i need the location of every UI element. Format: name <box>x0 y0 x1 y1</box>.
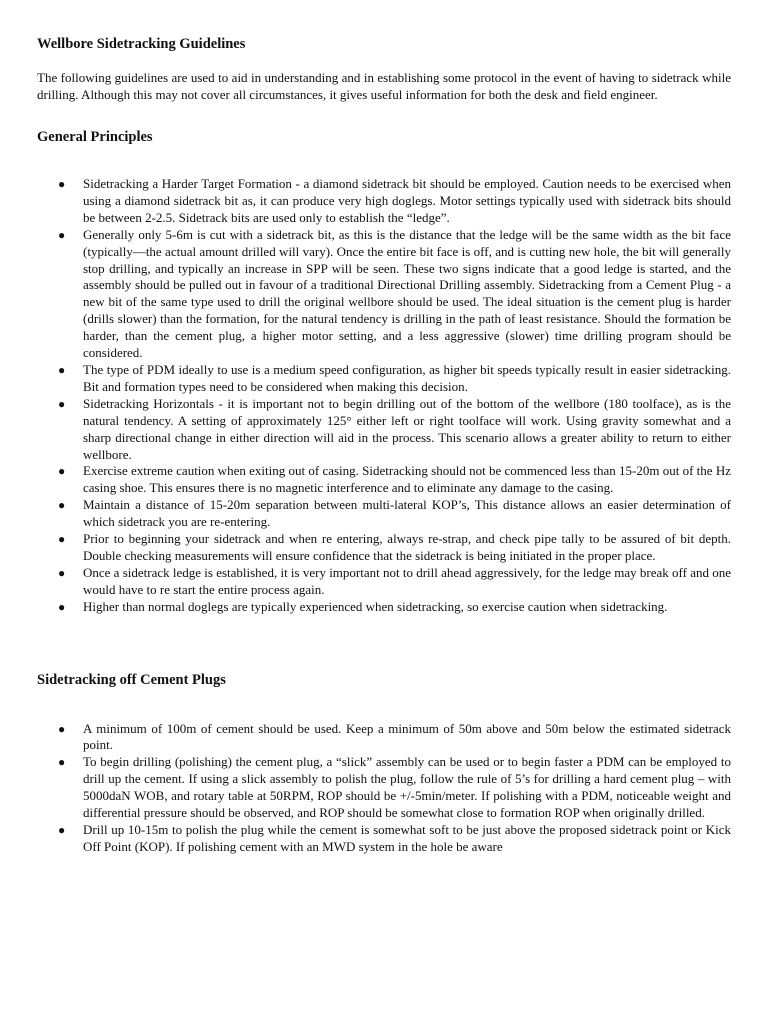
document-title: Wellbore Sidetracking Guidelines <box>37 36 246 52</box>
list-item <box>37 721 731 755</box>
list-item <box>37 599 731 616</box>
list-item <box>37 754 731 822</box>
list-item-text: Prior to beginning your sidetrack and when re entering, always re-strap, and check pipe tally to be assured of bit depth. Double checking measurements will ensure confidence that the sidetrack is being initiated in the proper place. <box>83 531 731 563</box>
bullet-icon: ● <box>58 177 66 191</box>
list-item <box>37 463 731 497</box>
list-item-text: Once a sidetrack ledge is established, it is very important not to drill ahead aggressively, for the ledge may break off and one would have to re start the entire process again. <box>83 564 731 597</box>
section-heading-cement-plugs: Sidetracking off Cement Plugs <box>37 671 226 688</box>
bullet-icon: ● <box>58 599 66 614</box>
list-item-text: Maintain a distance of 15-20m separation between multi-lateral KOP’s, This distance allows an easier determination of which sidetrack you are re-entering. <box>83 497 731 530</box>
list-item-text: Sidetracking Horizontals - it is important not to begin drilling out of the bottom of the wellbore (180 toolface), as is the natural tendency. A setting of approximately 125° either left or right toolface will work. Using gravity somewhat and a sharp directional change in either direction will aid in the process. This scenario allows a greater ability to return to either wellbore. <box>83 395 731 462</box>
bullet-icon: ● <box>58 464 66 479</box>
bullet-icon: ● <box>58 227 66 242</box>
cement-plugs-list <box>37 721 731 856</box>
list-item-text: Generally only 5-6m is cut with a sidetrack bit, as this is the distance that the ledge will be the same width as the bit face (typically—the actual amount drilled will vary). Once the entire bit face is off, and is cutting new hole, the bit will generally stop drilling, and typically an increase in SPP will be seen. These two signs indicate that a good ledge is started, and the assembly should be pulled out in favour of a traditional Directional Drilling assembly. Sidetracking from a Cement Plug - a new bit of the same type used to drill the original wellbore should be used. The ideal situation is the cement plug is harder (drills slower) than the formation, for the natural tendency is drilling in the path of least resistance. Should the formation be harder, than the cement plug, a higher motor setting, and a less aggressive (slower) time drilling program should be considered. <box>83 226 731 361</box>
document-page <box>37 34 731 856</box>
list-item <box>37 822 731 856</box>
bullet-icon: ● <box>58 362 66 377</box>
list-item-text: Exercise extreme caution when exiting out of casing. Sidetracking should not be commenced less than 15-20m out of the Hz casing shoe. This ensures there is no magnetic interference and to eliminate any damage to the casing. <box>83 463 731 496</box>
list-item-text: Sidetracking a Harder Target Formation - a diamond sidetrack bit should be employed. Caution needs to be exercised when using a diamond sidetrack bit as, it can produce very high doglegs. Motor settings typically used with sidetrack bits should be between 2-2.5. Sidetrack bits are used only to establish the “ledge”. <box>83 176 731 225</box>
list-item <box>37 497 731 531</box>
intro-paragraph: The following guidelines are used to aid in understanding and in establishing some protocol in the event of having to sidetrack while drilling. Although this may not cover all circumstances, it gives useful information for both the desk and field engineer. <box>37 70 731 102</box>
bullet-icon: ● <box>58 396 66 411</box>
bullet-icon: ● <box>58 565 66 580</box>
list-item <box>37 227 731 362</box>
section-heading-general-principles: General Principles <box>37 129 153 145</box>
list-item <box>37 362 731 396</box>
list-item-text: The type of PDM ideally to use is a medium speed configuration, as higher bit speeds typically result in easier sidetracking. Bit and formation types need to be considered when making this decision. <box>83 361 731 394</box>
list-item <box>37 565 731 599</box>
bullet-icon: ● <box>58 721 66 736</box>
list-item <box>37 531 731 565</box>
list-item-text: A minimum of 100m of cement should be used. Keep a minimum of 50m above and 50m below the estimated sidetrack point. <box>83 720 731 753</box>
general-principles-list <box>37 176 731 616</box>
list-item <box>37 396 731 464</box>
list-item-text: Drill up 10-15m to polish the plug while the cement is somewhat soft to be just above the proposed sidetrack point or Kick Off Point (KOP). If polishing cement with an MWD system in the hole be aware <box>83 822 731 854</box>
bullet-icon: ● <box>58 532 66 547</box>
list-item <box>37 176 731 227</box>
list-item-text: Higher than normal doglegs are typically experienced when sidetracking, so exercise caution when sidetracking. <box>83 598 668 614</box>
bullet-icon: ● <box>58 823 66 837</box>
bullet-icon: ● <box>58 498 66 513</box>
list-item-text: To begin drilling (polishing) the cement plug, a “slick” assembly can be used or to begin faster a PDM can be employed to drill up the cement. If using a slick assembly to polish the plug, follow the rule of 5’s for drilling a hard cement plug – with 5000daN WOB, and rotary table at 50RPM, ROP should be +/-5min/meter. If polishing with a PDM, noticeable weight and differential pressure should be observed, and ROP should be somewhat close to formation ROP when originally drilled. <box>83 754 731 821</box>
section-spacer <box>37 616 731 670</box>
bullet-icon: ● <box>58 755 66 770</box>
